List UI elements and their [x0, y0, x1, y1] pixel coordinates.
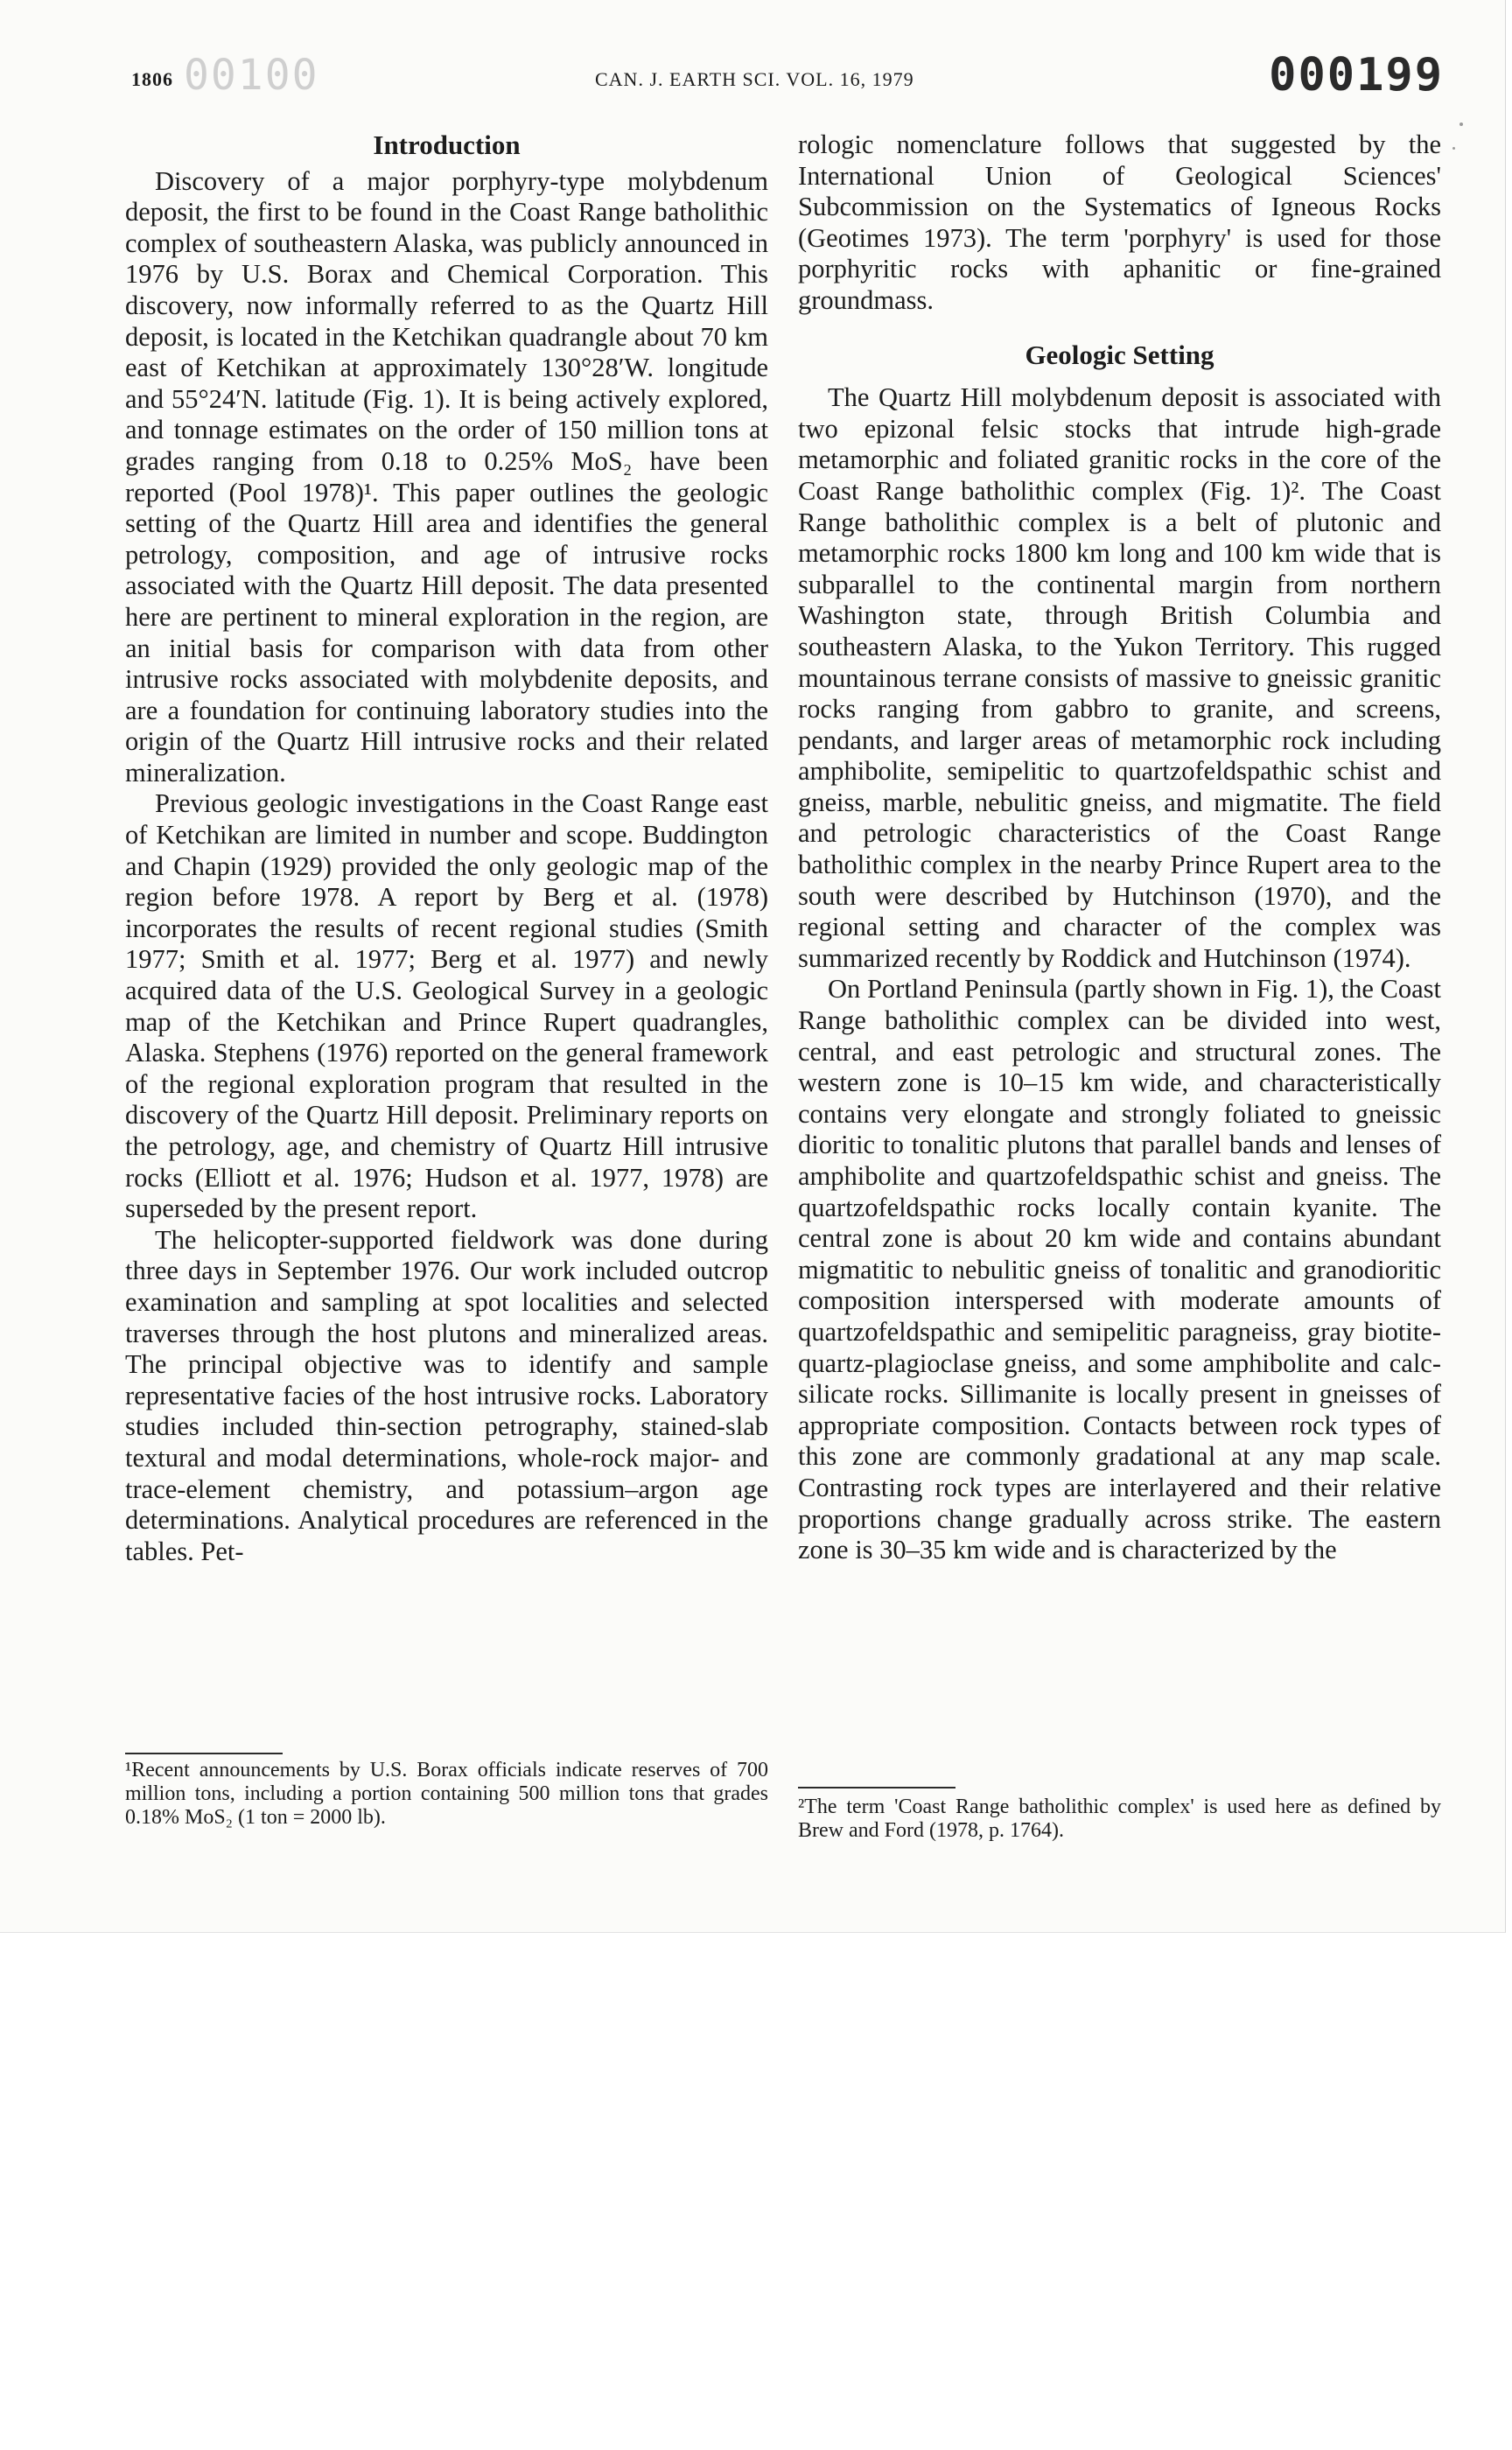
footnote-1: ¹Recent announcements by U.S. Borax officials indicate reserves of 700 million tons, including a portion containing 500 million tons that grades 0.18% MoS₂ (1 ton = 2000 lb).	[125, 1759, 768, 1829]
paragraph: On Portland Peninsula (partly shown in Fig. 1), the Coast Range batholithic complex can be divided into west, central, and east petrologic and structural zones. The western zone is 10–15 km wide, and characteristically contains very elongate and strongly foliated to gneissic dioritic to tonalitic plutons that parallel bands and lenses of amphibolite and quartzofeldspathic schist and gneiss. The quartzofeldspathic rocks locally contain kyanite. The central zone is about 20 km wide and contains abundant migmatitic to nebulitic gneiss of tonalitic and granodioritic composition interspersed with moderate amounts of quartzofeldspathic and semipelitic paragneiss, gray biotite-quartz-plagioclase gneiss, and some amphibolite and calc-silicate rocks. Sillimanite is locally present in gneisses of appropriate composition. Contacts between rock types of this zone are commonly gradational at any map scale. Contrasting rock types are interlayered and their relative proportions change gradually across strike. The eastern zone is 30–35 km wide and is characterized by the	[798, 974, 1441, 1565]
document-stamp-number: 000199	[1269, 49, 1444, 102]
scan-speck	[1460, 122, 1463, 126]
scan-speck	[1452, 147, 1455, 150]
running-header	[131, 46, 1444, 102]
section-title-geologic-setting: Geologic Setting	[1025, 339, 1214, 370]
paragraph: Discovery of a major porphyry-type molybdenum deposit, the first to be found in the Coast Range batholithic complex of southeastern Alaska, was publicly announced in 1976 by U.S. Borax and Chemical Corporation. This discovery, now informally referred to as the Quartz Hill deposit, is located in the Ketchikan quadrangle about 70 km east of Ketchikan at approximately 130°28′W. longitude and 55°24′N. latitude (Fig. 1). It is being actively explored, and tonnage estimates on the order of 150 million tons at grades ranging from 0.18 to 0.25% MoS₂ have been reported (Pool 1978)¹. This paper outlines the geologic setting of the Quartz Hill area and identifies the general petrology, composition, and age of intrusive rocks associated with the Quartz Hill deposit. The data presented here are pertinent to mineral exploration in the region, are an initial basis for comparison with data from other intrusive rocks associated with molybdenite deposits, and are a foundation for continuing laboratory studies into the origin of the Quartz Hill intrusive rocks and their related mineralization.	[125, 165, 768, 788]
faint-stamp: 00100	[184, 51, 319, 100]
paragraph: Previous geologic investigations in the Coast Range east of Ketchikan are limited in number and scope. Buddington and Chapin (1929) provided the only geologic map of the region before 1978. A report by Berg et al. (1978) incorporates the results of recent regional studies (Smith 1977; Smith et al. 1977; Berg et al. 1977) and newly acquired data of the U.S. Geological Survey in a geologic map of the Ketchikan and Prince Rupert quadrangles, Alaska. Stephens (1976) reported on the general framework of the regional exploration program that resulted in the discovery of the Quartz Hill deposit. Preliminary reports on the petrology, age, and chemistry of Quartz Hill intrusive rocks (Elliott et al. 1976; Hudson et al. 1977, 1978) are superseded by the present report.	[125, 788, 768, 1224]
left-column	[125, 130, 768, 1567]
journal-citation: CAN. J. EARTH SCI. VOL. 16, 1979	[595, 68, 914, 90]
footnote-2: ²The term 'Coast Range batholithic complex' is used here as defined by Brew and Ford (1978, p. 1764).	[798, 1796, 1441, 1842]
footnote-rule	[798, 1787, 956, 1788]
paragraph: The helicopter-supported fieldwork was done during three days in September 1976. Our work included outcrop examination and sampling at spot localities and selected traverses through the host plutons and mineralized areas. The principal objective was to identify and sample representative facies of the host intrusive rocks. Laboratory studies included thin-section petrography, stained-slab textural and modal determinations, whole-rock major- and trace-element chemistry, and potassium–argon age determinations. Analytical procedures are referenced in the tables. Pet-	[125, 1224, 768, 1566]
paragraph: The Quartz Hill molybdenum deposit is associated with two epizonal felsic stocks that intrude high-grade metamorphic and foliated granitic rocks in the core of the Coast Range batholithic complex (Fig. 1)². The Coast Range batholithic complex is a belt of plutonic and metamorphic rocks 1800 km long and 100 km wide that is subparallel to the continental margin from northern Washington state, through British Columbia and southeastern Alaska, to the Yukon Territory. This rugged mountainous terrane consists of massive to gneissic granitic rocks ranging from gabbro to granite, and screens, pendants, and larger areas of metamorphic rock including amphibolite, semipelitic to quartzofeldspathic schist and gneiss, marble, nebulitic gneiss, and migmatite. The field and petrologic characteristics of the Coast Range batholithic complex in the nearby Prince Rupert area to the south were described by Hutchinson (1970), and the regional setting and character of the complex was summarized recently by Roddick and Hutchinson (1974).	[798, 382, 1441, 973]
right-column	[798, 130, 1441, 1566]
footnote-rule	[125, 1753, 283, 1754]
section-title-introduction: Introduction	[373, 130, 521, 160]
page-number: 1806	[131, 68, 173, 90]
paragraph-continued: rologic nomenclature follows that suggested by the International Union of Geological Sciences' Subcommission on the Systematics of Igneous Rocks (Geotimes 1973). The term 'porphyry' is used for those porphyritic rocks with aphanitic or fine-grained groundmass.	[798, 130, 1441, 315]
